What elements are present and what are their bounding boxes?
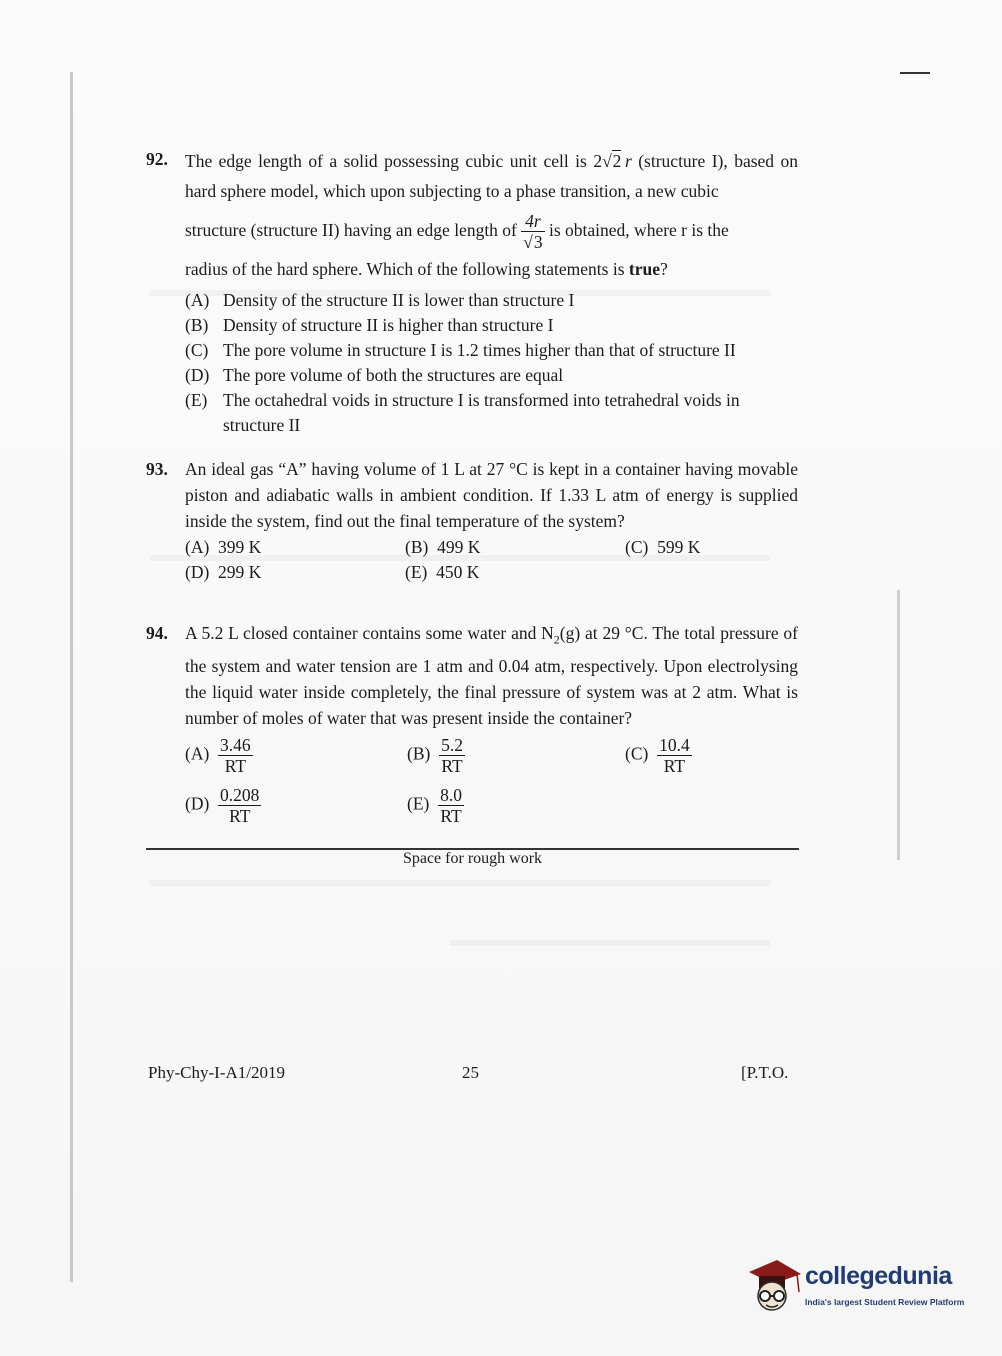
- question-93: [146, 456, 798, 584]
- option-a[interactable]: (A) $\frac{3.46}{RT}$: [185, 734, 251, 776]
- question-92: [146, 146, 798, 438]
- option-a[interactable]: (A) Density of the structure II is lower than structure I: [185, 290, 575, 311]
- option-e[interactable]: (E) 450 K: [405, 562, 480, 582]
- option-d[interactable]: (D) 299 K: [185, 562, 262, 582]
- option-b[interactable]: (B) Density of structure II is higher than structure I: [185, 315, 554, 336]
- question-number: 94.: [146, 623, 168, 643]
- paper-code: Phy-Chy-I-A1/2019: [148, 1063, 285, 1082]
- question-number: 92.: [146, 149, 168, 169]
- option-b[interactable]: (B) $\frac{5.2}{RT}$: [407, 734, 463, 776]
- scan-shadow-right: [897, 590, 900, 860]
- fraction-4r-root3: $\frac{4r}{√3}$: [523, 211, 543, 253]
- question-text: The edge length of a solid possessing cubic unit cell is 2√2 r (structure I), based on hard sphere model, which upon subjecting to a phase transition, a new cubic: [185, 151, 799, 201]
- option-e-continued: structure II: [223, 415, 301, 436]
- question-94: [146, 620, 798, 833]
- question-text: An ideal gas “A” having volume of 1 L at 27 °C is kept in a container having movable piston and adiabatic walls in ambient condition. If 1.33 L atm of energy is supplied inside the system, find out the final temperature of the system?: [185, 459, 798, 531]
- option-c[interactable]: (C) 599 K: [625, 537, 701, 557]
- question-text: A 5.2 L closed container contains some water and $N_2(g)$ at 29 °C. The total pressure of the system and water tension are 1 atm and 0.04 atm, respectively. Upon electrolysing the liquid water inside completely, the final pressure of system was at 2 atm. What is number of moles of water that was present inside the container?: [185, 623, 798, 728]
- option-e[interactable]: (E) $\frac{8.0}{RT}$: [407, 784, 462, 826]
- rough-work-label: Space for rough work: [402, 850, 543, 867]
- options-row-2: [185, 559, 798, 584]
- scan-mark-top: [900, 72, 930, 74]
- option-c[interactable]: (C) $\frac{10.4}{RT}$: [625, 734, 690, 776]
- options-row-1: [185, 534, 798, 559]
- collegedunia-logo: [745, 1252, 975, 1322]
- option-d[interactable]: (D) $\frac{0.208}{RT}$: [185, 784, 260, 826]
- scan-shadow-left: [70, 72, 73, 1282]
- option-a[interactable]: (A) 399 K: [185, 537, 262, 557]
- option-c[interactable]: (C) The pore volume in structure I is 1.2 times higher than that of structure II: [185, 340, 736, 361]
- bleed-through: [450, 940, 770, 960]
- logo-tagline: India's largest Student Review Platform: [805, 1297, 965, 1307]
- page-number: 25: [462, 1063, 479, 1082]
- bleed-through: [150, 880, 770, 900]
- option-e[interactable]: (E) The octahedral voids in structure I is transformed into tetrahedral voids in: [185, 390, 740, 411]
- question-text-line: structure (structure II) having an edge length of $\frac{4r}{√3}$ is obtained, where r is the: [185, 211, 729, 253]
- mascot-icon: [745, 1252, 803, 1322]
- option-d[interactable]: (D) The pore volume of both the structures are equal: [185, 365, 564, 386]
- question-text-line: radius of the hard sphere. Which of the following statements is true?: [185, 259, 668, 280]
- options-fractions: [185, 733, 798, 833]
- pto-label: [P.T.O.: [741, 1063, 789, 1082]
- logo-wordmark: collegedunia: [805, 1262, 952, 1290]
- math-edge-1: 2√2 r: [593, 151, 632, 171]
- option-b[interactable]: (B) 499 K: [405, 537, 481, 557]
- question-number: 93.: [146, 459, 168, 479]
